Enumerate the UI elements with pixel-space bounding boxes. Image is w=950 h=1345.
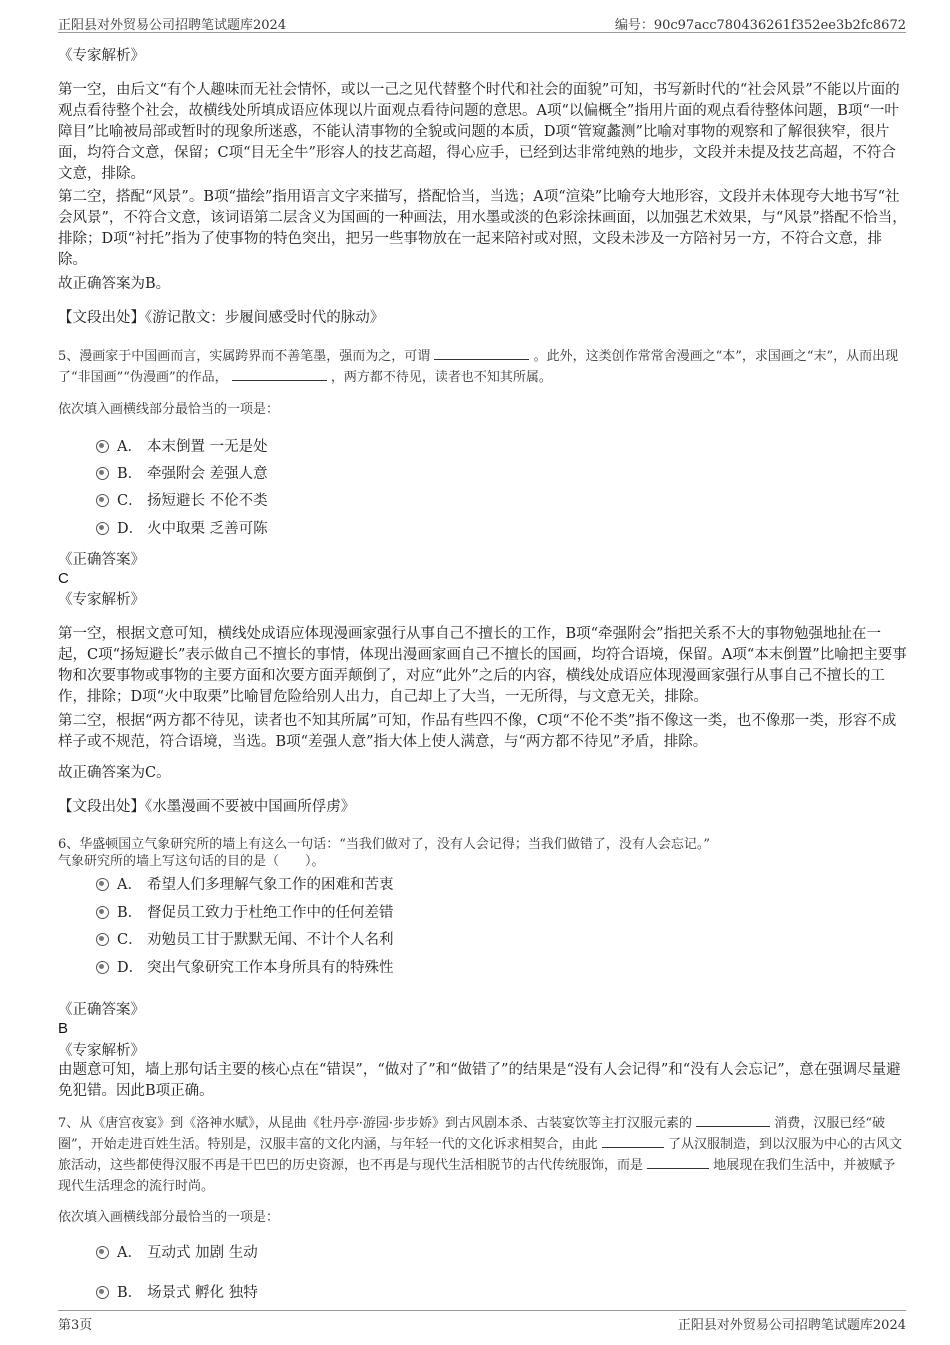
q6-analysis-label: 《专家解析》 xyxy=(58,1043,145,1059)
q7-stem-part4: 地展现在我们生活中，并被赋予现代生活理念的流行时尚。 xyxy=(58,1158,896,1194)
footer-title: 正阳县对外贸易公司招聘笔试题库2024 xyxy=(677,1318,906,1333)
radio-icon[interactable] xyxy=(96,906,109,919)
q7-option-a[interactable]: A． 互动式 加剧 生动 xyxy=(96,1242,258,1264)
q6-option-b[interactable]: B． 督促员工致力于杜绝工作中的任何差错 xyxy=(96,902,394,924)
q5-stem-part1: 5、漫画家于中国画而言，实属跨界而不善笔墨，强而为之，可谓 xyxy=(58,349,431,364)
page-footer xyxy=(58,1310,906,1333)
radio-icon[interactable] xyxy=(96,1286,109,1299)
q6-answer: B xyxy=(58,1020,69,1037)
radio-icon[interactable] xyxy=(96,933,109,946)
q7-stem xyxy=(58,1113,908,1197)
q5-analysis-para2: 第二空，根据“两方都不待见，读者也不知其所属”可知，作品有些四不像，C项“不伦不类”指不像这一类，也不像那一类，形容不成样子或不规范，符合语境，当选。B项“差强人意”指大体上使人满意，与“两方都不待见”矛盾，排除。 xyxy=(58,713,897,750)
radio-icon[interactable] xyxy=(96,522,109,535)
q4-analysis-label: 《专家解析》 xyxy=(58,48,145,64)
header-code: 编号：90c97acc780436261f352ee3b2fc8672 xyxy=(614,18,906,33)
q7-prompt: 依次填入画横线部分最恰当的一项是： xyxy=(58,1210,280,1225)
radio-icon[interactable] xyxy=(96,961,109,974)
q5-stem-part2: 。此外，这类创作常常舍漫画之“本”，求国画之“末”，从而出现了“非国画”“伪漫画”的作品， xyxy=(58,349,899,385)
q5-analysis-label: 《专家解析》 xyxy=(58,592,145,608)
q5-analysis-para1: 第一空，根据文意可知，横线处成语应体现漫画家强行从事自己不擅长的工作，B项“牵强附会”指把关系不大的事物勉强地扯在一起，C项“扬短避长”表示做自己不擅长的事情，体现出漫画家画自己不擅长的国画，均符合语境，保留。A项“本末倒置”比喻把主要事物和次要事物或事物的主要方面和次要方面弄颠倒了，对应“此外”之后的内容，横线处成语应体现漫画家强行从事自己不擅长的工作，排除；D项“火中取栗”比喻冒危险给别人出力，自己却上了大当，一无所得，与文意无关，排除。 xyxy=(58,626,907,705)
q7-blank-1 xyxy=(696,1114,770,1127)
q5-answer: C xyxy=(58,570,69,587)
q6-option-d[interactable]: D． 突出气象研究工作本身所具有的特殊性 xyxy=(96,957,394,979)
radio-icon[interactable] xyxy=(96,467,109,480)
q5-option-c[interactable]: C． 扬短避长 不伦不类 xyxy=(96,490,268,512)
q6-analysis: 由题意可知，墙上那句话主要的核心点在“错误”，“做对了”和“做错了”的结果是“没有人会记得”和“没有人会忘记”，意在强调尽量避免犯错。因此B项正确。 xyxy=(58,1062,901,1099)
q5-blank-1 xyxy=(434,347,529,360)
q5-conclusion: 故正确答案为C。 xyxy=(58,765,171,781)
q5-stem xyxy=(58,346,908,388)
radio-icon[interactable] xyxy=(96,494,109,507)
radio-icon[interactable] xyxy=(96,440,109,453)
q4-analysis-para2: 第二空，搭配“风景”。B项“描绘”指用语言文字来描写，搭配恰当，当选；A项“渲染”比喻夸大地形容，文段并未体现夸大地书写“社会风景”，不符合文意，该词语第二层含义为国画的一种画法，用水墨或淡的色彩涂抹画面，以加强艺术效果，与“风景”搭配不恰当，排除；D项“衬托”指为了使事物的特色突出，把另一些事物放在一起来陪衬或对照，文段未涉及一方陪衬另一方，不符合文意，排除。 xyxy=(58,189,907,268)
q4-analysis-para1: 第一空，由后文“有个人趣味而无社会情怀，或以一己之见代替整个时代和社会的面貌”可知，书写新时代的“社会风景”不能以片面的观点看待整个社会，故横线处所填成语应体现以片面观点看待问题的意思。A项“以偏概全”指用片面的观点看待整体问题，B项“一叶障目”比喻被局部或暂时的现象所迷惑，不能认清事物的全貌或问题的本质，D项“管窥蠡测”比喻对事物的观察和了解很狭窄，很片面，均符合文意，保留；C项“目无全牛”形容人的技艺高超，得心应手，已经到达非常纯熟的地步，文段并未提及技艺高超，不符合文意，排除。 xyxy=(58,82,900,182)
header-title: 正阳县对外贸易公司招聘笔试题库2024 xyxy=(58,18,287,33)
footer-page-number: 第3页 xyxy=(58,1318,93,1333)
q4-conclusion: 故正确答案为B。 xyxy=(58,276,171,292)
q5-option-d[interactable]: D． 火中取栗 乏善可陈 xyxy=(96,518,268,540)
page-header xyxy=(58,14,906,33)
q7-blank-3 xyxy=(647,1156,709,1169)
q5-answer-label: 《正确答案》 xyxy=(58,552,145,568)
q6-answer-label: 《正确答案》 xyxy=(58,1002,145,1018)
q5-source: 【文段出处】《水墨漫画不要被中国画所俘虏》 xyxy=(58,799,356,815)
q6-stem-line2: 气象研究所的墙上写这句话的目的是（ ）。 xyxy=(58,854,325,869)
q7-option-b[interactable]: B． 场景式 孵化 独特 xyxy=(96,1282,258,1304)
q6-option-a[interactable]: A． 希望人们多理解气象工作的困难和苦衷 xyxy=(96,874,394,896)
radio-icon[interactable] xyxy=(96,878,109,891)
q5-option-b[interactable]: B． 牵强附会 差强人意 xyxy=(96,463,268,485)
q7-stem-part3: 了从汉服制造，到以汉服为中心的古风文旅活动，这些都使得汉服不再是干巴巴的历史资源，也不再是与现代生活相脱节的古代传统服饰，而是 xyxy=(58,1137,902,1173)
q5-option-a[interactable]: A． 本末倒置 一无是处 xyxy=(96,436,268,458)
q5-blank-2 xyxy=(232,368,327,381)
q6-stem-line1: 6、华盛顿国立气象研究所的墙上有这么一句话：“当我们做对了，没有人会记得；当我们做错了，没有人会忘记。” xyxy=(58,837,711,852)
radio-icon[interactable] xyxy=(96,1246,109,1259)
q5-stem-part3: ，两方都不待见，读者也不知其所属。 xyxy=(330,370,552,385)
q7-stem-part2: 消费，汉服已经“破圈”，开始走进百姓生活。特别是，汉服丰富的文化内涵，与年轻一代的文化诉求相契合，由此 xyxy=(58,1116,885,1152)
q5-prompt: 依次填入画横线部分最恰当的一项是： xyxy=(58,402,280,417)
q4-source: 【文段出处】《游记散文：步履间感受时代的脉动》 xyxy=(58,310,385,326)
q7-stem-part1: 7、从《唐宫夜宴》到《洛神水赋》，从昆曲《牡丹亭·游园·步步娇》到古风剧本杀、古装宴饮等主打汉服元素的 xyxy=(58,1116,693,1131)
q6-option-c[interactable]: C． 劝勉员工甘于默默无闻、不计个人名利 xyxy=(96,929,394,951)
q7-blank-2 xyxy=(602,1135,664,1148)
